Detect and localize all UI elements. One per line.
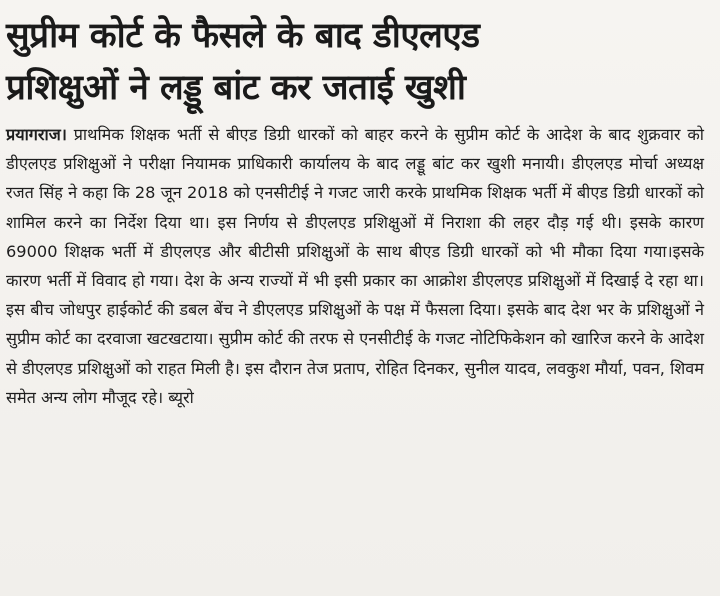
- dateline: प्रयागराज।: [6, 125, 67, 144]
- article-text: प्राथमिक शिक्षक भर्ती से बीएड डिग्री धारकों को बाहर करने के सुप्रीम कोर्ट के आदेश के बाद शुक्रवार को डीएलएड प्रशिक्षुओं ने परीक्षा नियामक प्राधिकारी कार्यालय के बाद लड्डू बांट कर खुशी मनायी। डीएलएड मोर्चा अध्यक्ष रजत सिंह ने कहा कि 28 जून 2018 को एनसीटीई ने गजट जारी करके प्राथमिक शिक्षक भर्ती में बीएड डिग्री धारकों को शामिल करने का निर्देश दिया था। इस निर्णय से डीएलएड प्रशिक्षुओं में निराशा की लहर दौड़ गई थी। इसके कारण 69000 शिक्षक भर्ती में डीएलएड और बीटीसी प्रशिक्षुओं के साथ बीएड डिग्री धारकों को भी मौका दिया गया।इसके कारण भर्ती में विवाद हो गया। देश के अन्य राज्यों में भी इसी प्रकार का आक्रोश डीएलएड प्रशिक्षुओं में दिखाई दे रहा था। इस बीच जोधपुर हाईकोर्ट की डबल बेंच ने डीएलएड प्रशिक्षुओं के पक्ष में फैसला दिया। इसके बाद देश भर के प्रशिक्षुओं ने सुप्रीम कोर्ट का दरवाजा खटखटाया। सुप्रीम कोर्ट की तरफ से एनसीटीई के गजट नोटिफिकेशन को खारिज करने के आदेश से डीएलएड प्रशिक्षुओं को राहत मिली है। इस दौरान तेज प्रताप, रोहित दिनकर, सुनील यादव, लवकुश मौर्या, पवन, शिवम समेत अन्य लोग मौजूद रहे। ब्यूरो: [6, 125, 704, 407]
- headline: [6, 10, 704, 114]
- headline-line-2: प्रशिक्षुओं ने लड्डू बांट कर जताई खुशी: [6, 68, 466, 108]
- article-body: [6, 120, 704, 412]
- headline-line-1: सुप्रीम कोर्ट के फैसले के बाद डीएलएड: [6, 16, 480, 56]
